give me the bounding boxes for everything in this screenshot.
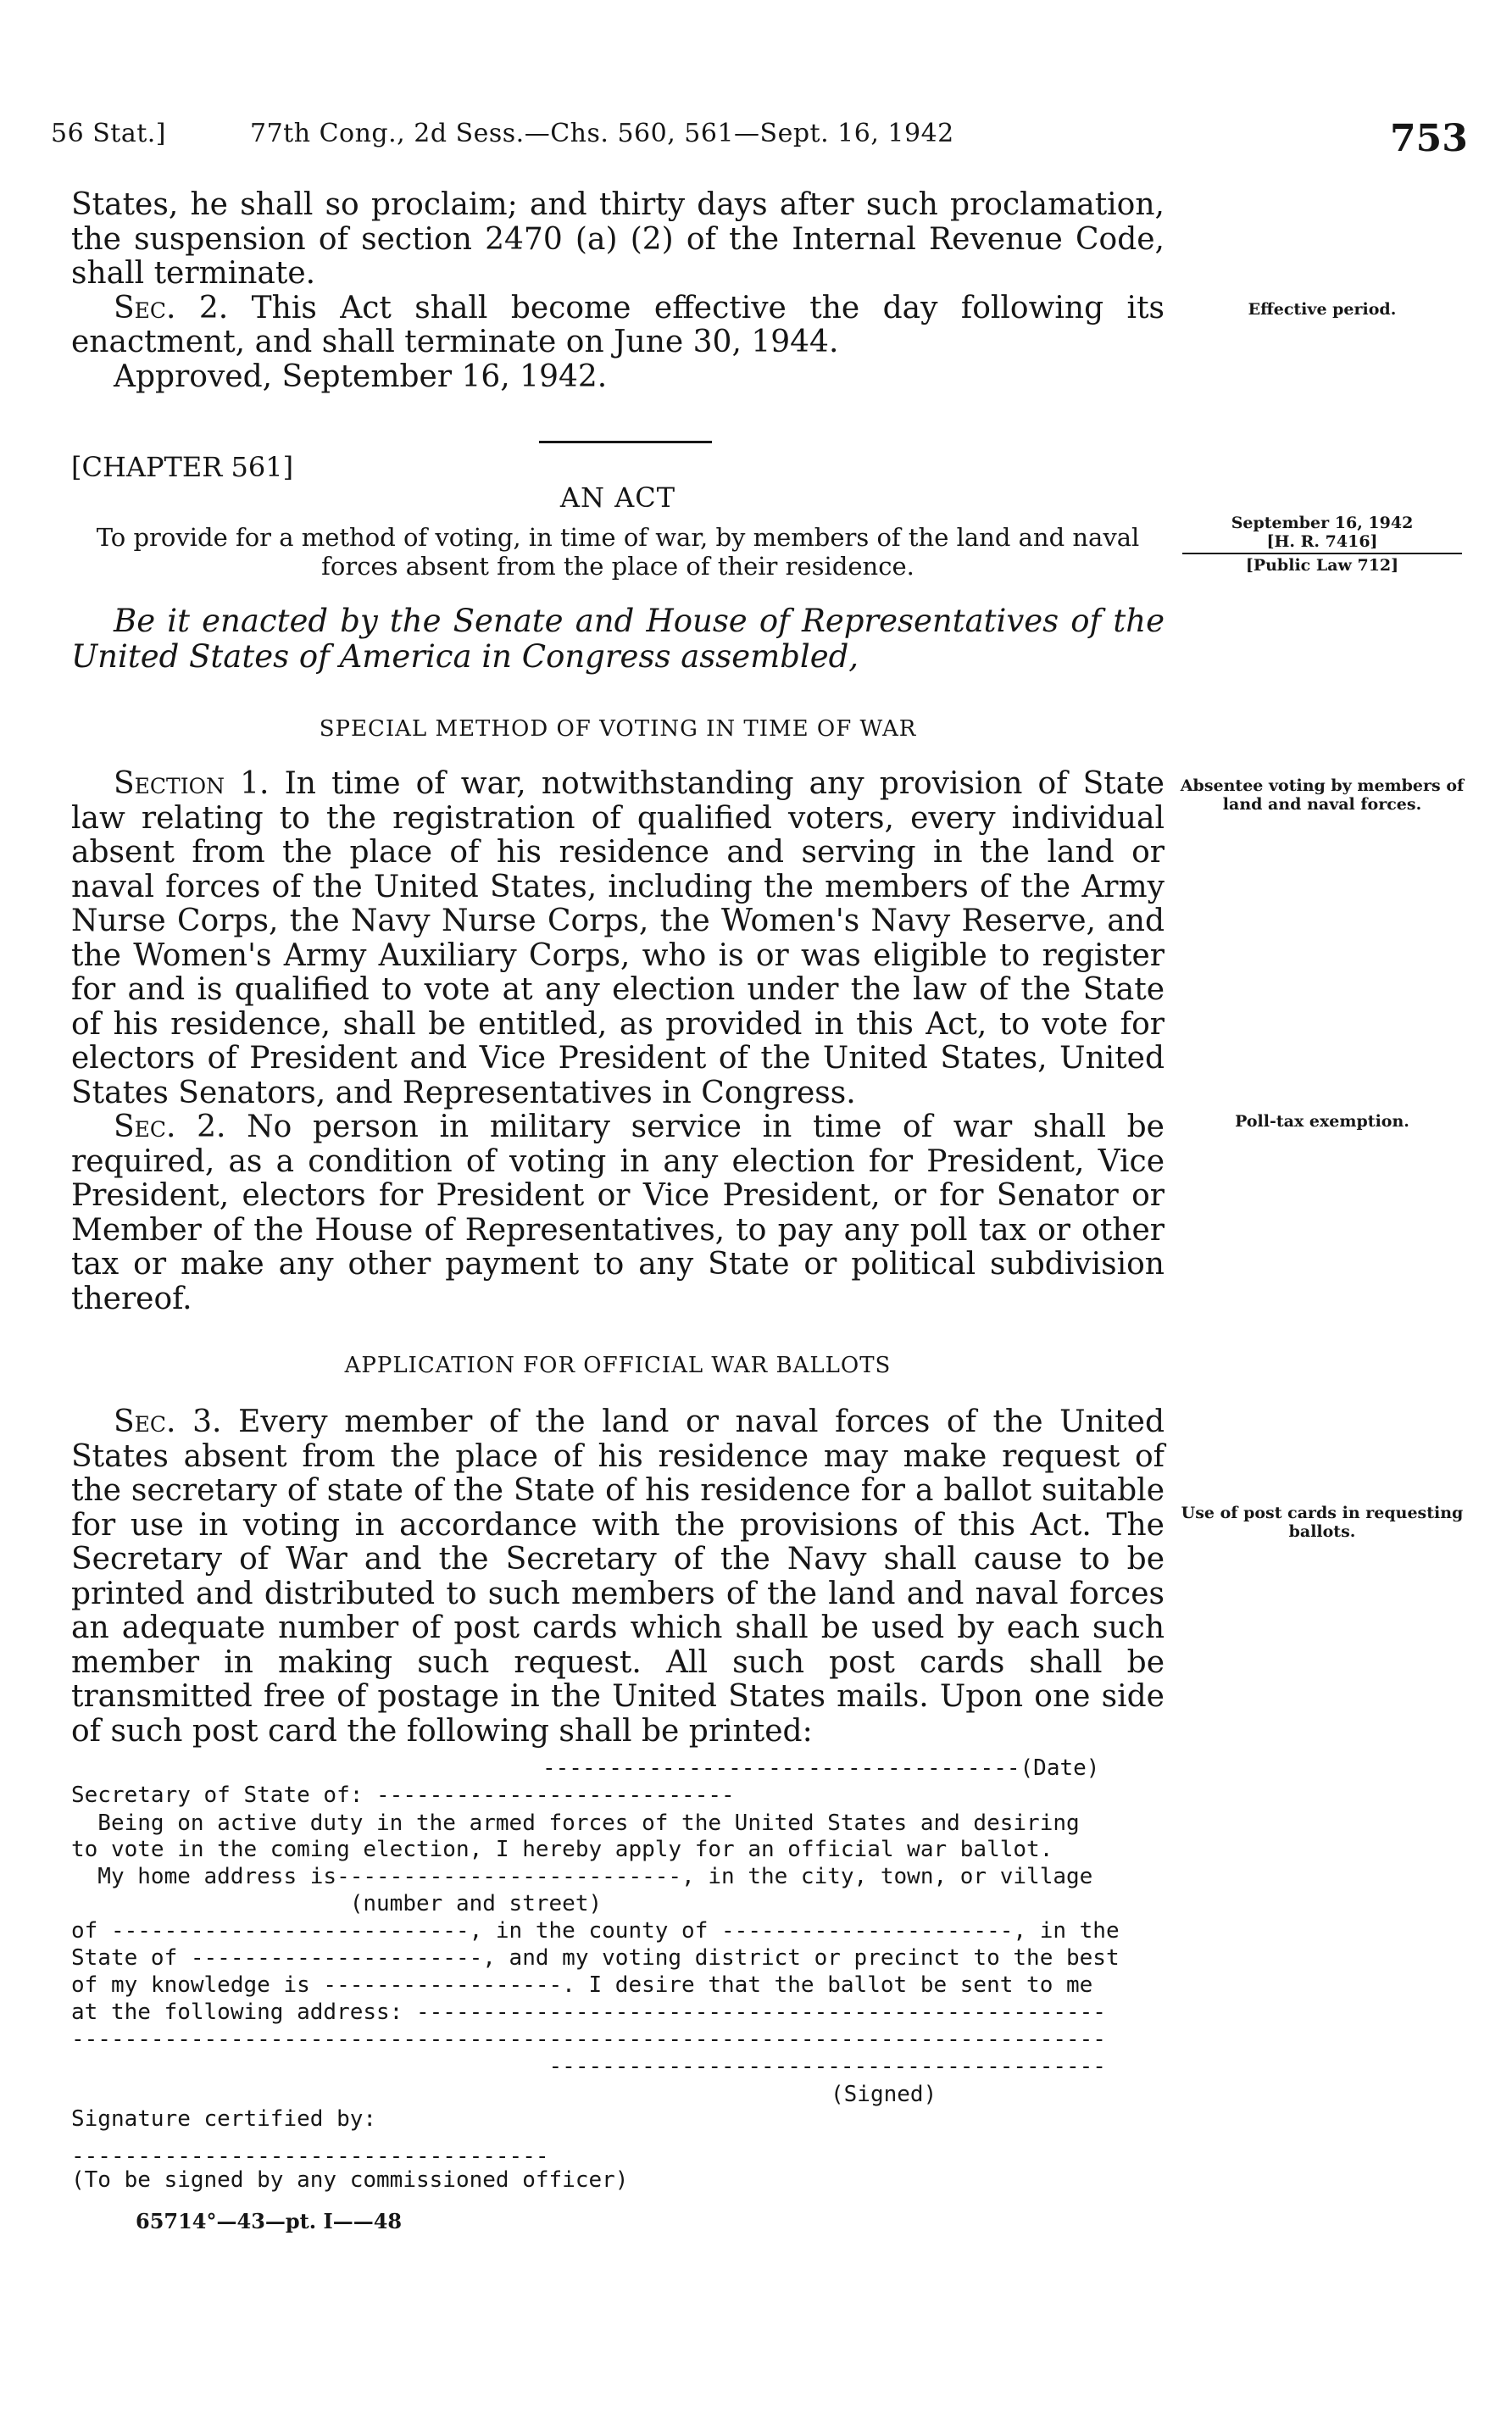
chapter-560-continuation — [71, 188, 1165, 394]
form-signature-line: ------------------------------------------ — [71, 2054, 1106, 2079]
print-code: 65714°—43—pt. I——48 — [136, 2209, 403, 2233]
act-heading: AN ACT — [559, 481, 676, 514]
margin-note-post-cards: Use of post cards in requesting ballots. — [1181, 1504, 1464, 1541]
form-address-line-2: ------------------------------------------------------------------------------ — [71, 2027, 1106, 2052]
section-divider — [539, 441, 712, 443]
page-number: 753 — [1390, 117, 1468, 160]
form-date-line: ------------------------------------(Date) — [542, 1755, 1100, 1781]
paragraph: States, he shall so proclaim; and thirty days after such proclamation, the suspension of section 2470 (a) (2) of the Internal Revenue Code, shall terminate. — [71, 187, 1165, 291]
section-2-paragraph — [71, 292, 1165, 360]
approval-line: Approved, September 16, 1942. — [114, 359, 608, 394]
margin-rule — [1182, 553, 1462, 554]
form-address-line: at the following address: ---------------------------------------------------- — [71, 2000, 1106, 2025]
margin-note-bill: [H. R. 7416] — [1266, 532, 1378, 551]
form-line: to vote in the coming election, I hereby apply for an official war ballot. — [71, 1837, 1053, 1862]
header-stat-citation: 56 Stat.] — [51, 119, 166, 148]
section-heading-application: APPLICATION FOR OFFICIAL WAR BALLOTS — [344, 1353, 892, 1378]
margin-note-absentee: Absentee voting by members of land and naval forces. — [1180, 776, 1465, 814]
enacting-clause — [71, 604, 1165, 675]
form-certified-label: Signature certified by: — [71, 2106, 377, 2132]
margin-note-public-law: [Public Law 712] — [1245, 556, 1399, 575]
section-1-paragraph — [71, 767, 1165, 1110]
form-officer-caption: (To be signed by any commissioned officer) — [71, 2167, 629, 2193]
chapter-number: [CHAPTER 561] — [71, 451, 294, 483]
act-purpose: To provide for a method of voting, in time of war, by members of the land and naval forces absent from the place of their residence. — [96, 523, 1140, 581]
margin-note-date: September 16, 1942 — [1231, 514, 1414, 532]
section-label: Sec. 3. — [114, 1404, 222, 1439]
section-label: Sec. 2. — [114, 290, 229, 325]
section-text: This Act shall become effective the day following its enactment, and shall terminate on June 30, 1944. — [71, 290, 1165, 359]
form-line: Being on active duty in the armed forces of the United States and desiring — [71, 1810, 1080, 1836]
section-text: In time of war, notwithstanding any provision of State law relating to the registration of qualified voters, every individual absent from the place of his residence and serving in the land or naval forces of the United States, including the members of the Army Nurse Corps, the Navy Nurse Corps, the Women's Navy Reserve, and the Women's Army Auxiliary Corps, who is or was eligible to register for and is qualified to vote at any election under the law of the State of his residence, shall be entitled, as provided in this Act, to vote for electors of President and Vice President of the United States, United States Senators, and Representatives in Congress. — [71, 766, 1165, 1110]
section-2-paragraph — [71, 1110, 1165, 1316]
margin-note-poll-tax: Poll-tax exemption. — [1235, 1112, 1409, 1131]
form-city-county-line: of ---------------------------, in the county of ----------------------, in the — [71, 1918, 1120, 1944]
enacting-text: Be it enacted by the Senate and House of Representatives of the United States of America in Congress assembled, — [71, 603, 1165, 675]
section-label: Sec. 2. — [114, 1110, 226, 1144]
section-label: Section 1. — [114, 766, 270, 801]
form-certifier-line: ------------------------------------ — [71, 2144, 549, 2169]
form-knowledge-line: of my knowledge is ------------------. I desire that the ballot be sent to me — [71, 1972, 1093, 1998]
section-heading-special-method: SPECIAL METHOD OF VOTING IN TIME OF WAR — [319, 716, 917, 742]
header-session-info: 77th Cong., 2d Sess.—Chs. 560, 561—Sept. 16, 1942 — [250, 119, 954, 148]
form-signed-caption: (Signed) — [831, 2082, 937, 2107]
form-secretary-line: Secretary of State of: --------------------------- — [71, 1783, 735, 1808]
section-3 — [71, 1405, 1165, 1749]
form-home-address-line: My home address is--------------------------, in the city, town, or village — [71, 1864, 1093, 1889]
section-text: No person in military service in time of war shall be required, as a condition of voting in any election for President, Vice President, electors for President or Vice President, or for Senator or Member of the House of Representatives, to pay any poll tax or other tax or make any other payment to any State or political subdivision thereof. — [71, 1110, 1165, 1316]
form-caption-street: (number and street) — [71, 1891, 603, 1916]
margin-note-effective: Effective period. — [1248, 300, 1397, 319]
section-text: Every member of the land or naval forces of the United States absent from the place of his residence may make request of the secretary of state of the State of his residence for a ballot suitable for use in voting in accordance with the provisions of this Act. The Secretary of War and the Secretary of the Navy shall cause to be printed and distributed to such members of the land and naval forces an adequate number of post cards which shall be used by each such member in making such request. All such post cards shall be transmitted free of postage in the United States mails. Upon one side of such post card the following shall be printed: — [71, 1404, 1165, 1749]
section-3-paragraph — [71, 1405, 1165, 1749]
sections-1-2 — [71, 767, 1165, 1316]
form-state-line: State of ----------------------, and my voting district or precinct to the best — [71, 1945, 1120, 1971]
